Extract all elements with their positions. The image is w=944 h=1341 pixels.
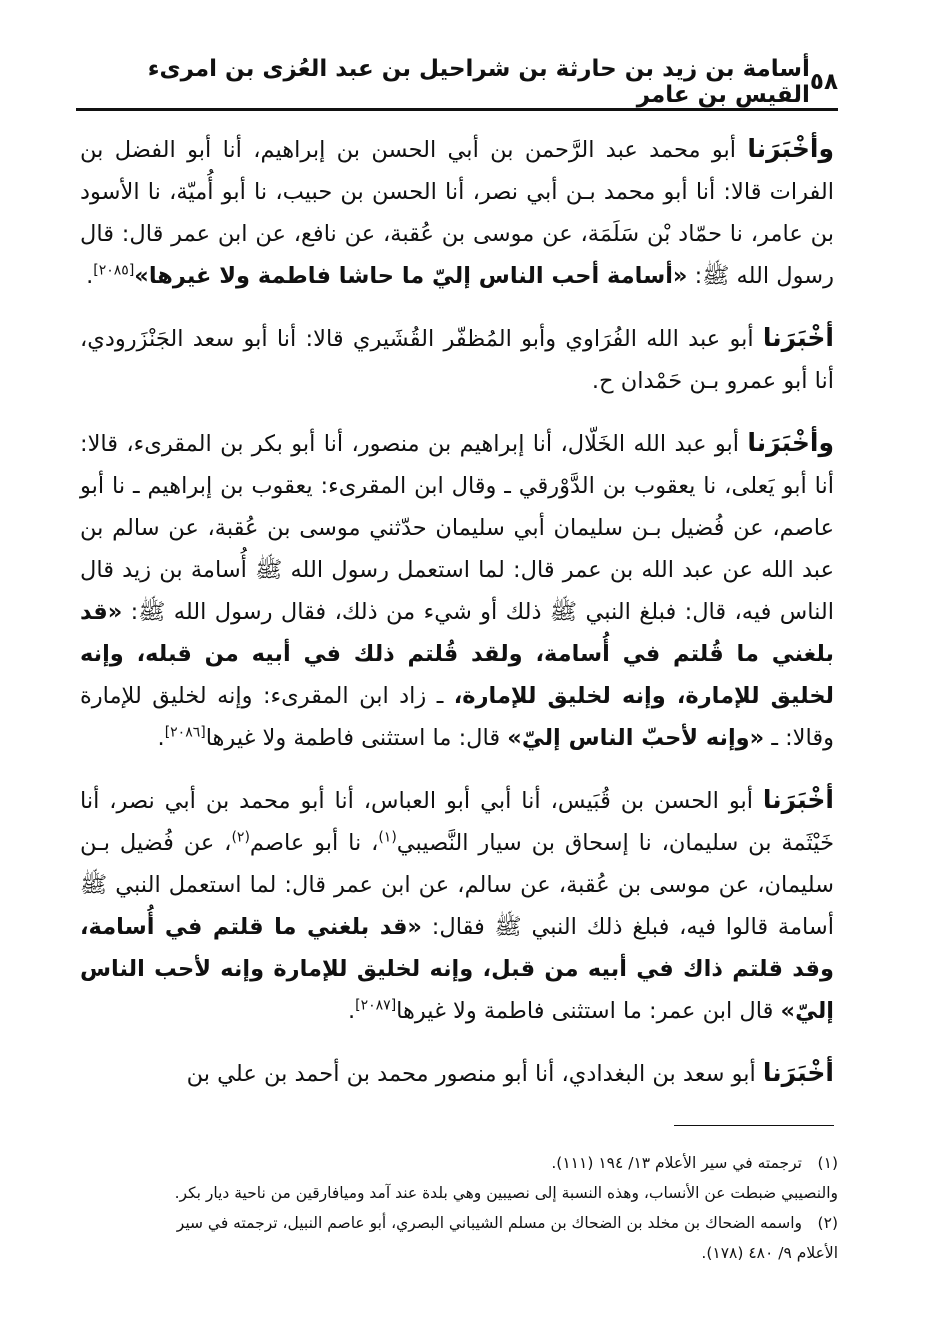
footnote-number: (٢) bbox=[817, 1214, 838, 1232]
paragraph-text: أبو سعد بن البغدادي، أنا أبو منصور محمد بن أحمد بن علي بن bbox=[186, 1061, 763, 1087]
isnad-keyword: وأخْبَرَنا bbox=[747, 134, 834, 163]
paragraph-4 bbox=[80, 779, 834, 1032]
paragraph-text: قال: ما استثنى فاطمة ولا غيرها bbox=[205, 725, 508, 751]
paragraph-text: ، عن فُضيل بـن سليمان، عن موسى بن عُقبة، عن سالم، عن ابن عمر قال: لما استعمل النبي ﷺ أسامة قالوا فيه، فبلغ ذلك النبي ﷺ فقال: bbox=[80, 830, 834, 940]
paragraph-text: أبو محمد عبد الرَّحمن بن أبي الحسن بن إبراهيم، أنا أبو الفضل بن الفرات قالا: أنا أبو محمد بـن أبي نصر، أنا الحسن بن حبيب، نا أبو أُميّة، نا الأسود بن عامر، نا حمّاد بْن سَلَمَة، عن موسى بن عُقبة، عن نافع، عن ابن عمر قال: قال رسول الله ﷺ: bbox=[80, 137, 834, 289]
hadith-ref-number: [٢٠٨٧] bbox=[355, 997, 397, 1014]
paragraph-text: ـ زاد ابن المقرىء: وإنه لخليق للإمارة وقالا: ـ bbox=[80, 683, 834, 751]
footnote-marker: (١) bbox=[378, 829, 397, 846]
page-number: ٥٨ bbox=[809, 69, 838, 95]
paragraph-5 bbox=[80, 1052, 834, 1095]
footnote-line bbox=[80, 1178, 838, 1208]
footnote-line bbox=[80, 1238, 838, 1268]
paragraph-end: . bbox=[157, 725, 165, 751]
paragraph-text: ، نا أبو عاصم bbox=[249, 830, 379, 856]
paragraph-text: أبو عبد الله الفُرَاوي وأبو المُظفّر القُشَيري قالا: أنا أبو سعد الجَنْزَرودي، أنا أبو عمرو بـن حَمْدان ح. bbox=[80, 326, 834, 394]
paragraph-text: أبو الحسن بن قُبَيس، أنا أبي أبو العباس، أنا أبو محمد بن أبي نصر، أنا خَيْثَمة بن سليمان، نا إسحاق بن سيار النَّصيبي bbox=[80, 788, 834, 856]
hadith-quote: «قد بلغني ما قلتم في أُسامة، وقد قلتم ذاك في أبيه من قبل، وإنه لخليق للإمارة وإنه لأحب الناس إليّ» bbox=[80, 914, 834, 1024]
paragraph-end: . bbox=[86, 263, 94, 289]
footnote-text: والنصيبي ضبطت عن الأنساب، وهذه النسبة إلى نصيبين وهي بلدة عند آمد وميافارقين من ناحية ديار بكر. bbox=[174, 1184, 838, 1202]
footnote-text: ترجمته في سير الأعلام ١٣/ ١٩٤ (١١١). bbox=[551, 1154, 802, 1172]
paragraph-1 bbox=[80, 128, 834, 297]
footnotes bbox=[80, 1148, 838, 1268]
isnad-keyword: وأخْبَرَنا bbox=[747, 428, 834, 457]
paragraph-text: أبو عبد الله الخَلّال، أنا إبراهيم بن منصور، أنا أبو بكر بن المقرىء، قالا: أنا أبو يَعلى، نا يعقوب بن الدَّوْرقي ـ وقال ابن المقرىء: يعقوب بن إبراهيم ـ نا أبو عاصم، عن فُضيل بـن سليمان أبي سليمان حدّثني موسى بن عُقبة، عن سالم بن عبد الله عن عبد الله بن عمر قال: لما استعمل رسول الله ﷺ أُسامة بن زيد قال الناس فيه، قال: فبلغ النبي ﷺ ذلك أو شيء من ذلك، فقال رسول الله ﷺ: bbox=[80, 431, 834, 625]
paragraph-text: قال ابن عمر: ما استثنى فاطمة ولا غيرها bbox=[396, 998, 781, 1024]
hadith-quote: «أسامة أحب الناس إليّ ما حاشا فاطمة ولا غيرها» bbox=[134, 263, 688, 289]
page-header bbox=[76, 58, 838, 106]
footnote-marker: (٢) bbox=[231, 829, 250, 846]
footnote-text: الأعلام ٩/ ٤٨٠ (١٧٨). bbox=[701, 1244, 838, 1262]
footnote-number: (١) bbox=[817, 1154, 838, 1172]
footnote-line bbox=[80, 1208, 838, 1238]
footnote-line bbox=[80, 1148, 838, 1178]
hadith-quote: «قد بلغني ما قُلتم في أُسامة، ولقد قُلتم ذلك في أبيه من قبله، وإنه لخليق للإمارة، وإنه لخليق للإمارة، bbox=[80, 599, 834, 709]
hadith-quote: «وإنه لأحبّ الناس إليّ» bbox=[507, 725, 765, 751]
running-title: أسامة بن زيد بن حارثة بن شراحيل بن عبد العُزى بن امرىء القيس بن عامر bbox=[147, 56, 810, 108]
main-text bbox=[80, 128, 834, 1115]
paragraph-end: . bbox=[348, 998, 356, 1024]
hadith-ref-number: [٢٠٨٦] bbox=[164, 724, 206, 741]
paragraph-3 bbox=[80, 422, 834, 759]
header-divider bbox=[76, 108, 838, 111]
footnote-text: واسمه الضحاك بن مخلد بن الضحاك بن مسلم الشيباني البصري، أبو عاصم النبيل، ترجمته في سير bbox=[176, 1214, 802, 1232]
isnad-keyword: أخْبَرَنا bbox=[762, 785, 834, 814]
paragraph-2 bbox=[80, 317, 834, 402]
isnad-keyword: أخْبَرَنا bbox=[762, 323, 834, 352]
footnote-divider bbox=[674, 1125, 834, 1126]
hadith-ref-number: [٢٠٨٥] bbox=[93, 262, 135, 279]
isnad-keyword: أخْبَرَنا bbox=[762, 1058, 834, 1087]
